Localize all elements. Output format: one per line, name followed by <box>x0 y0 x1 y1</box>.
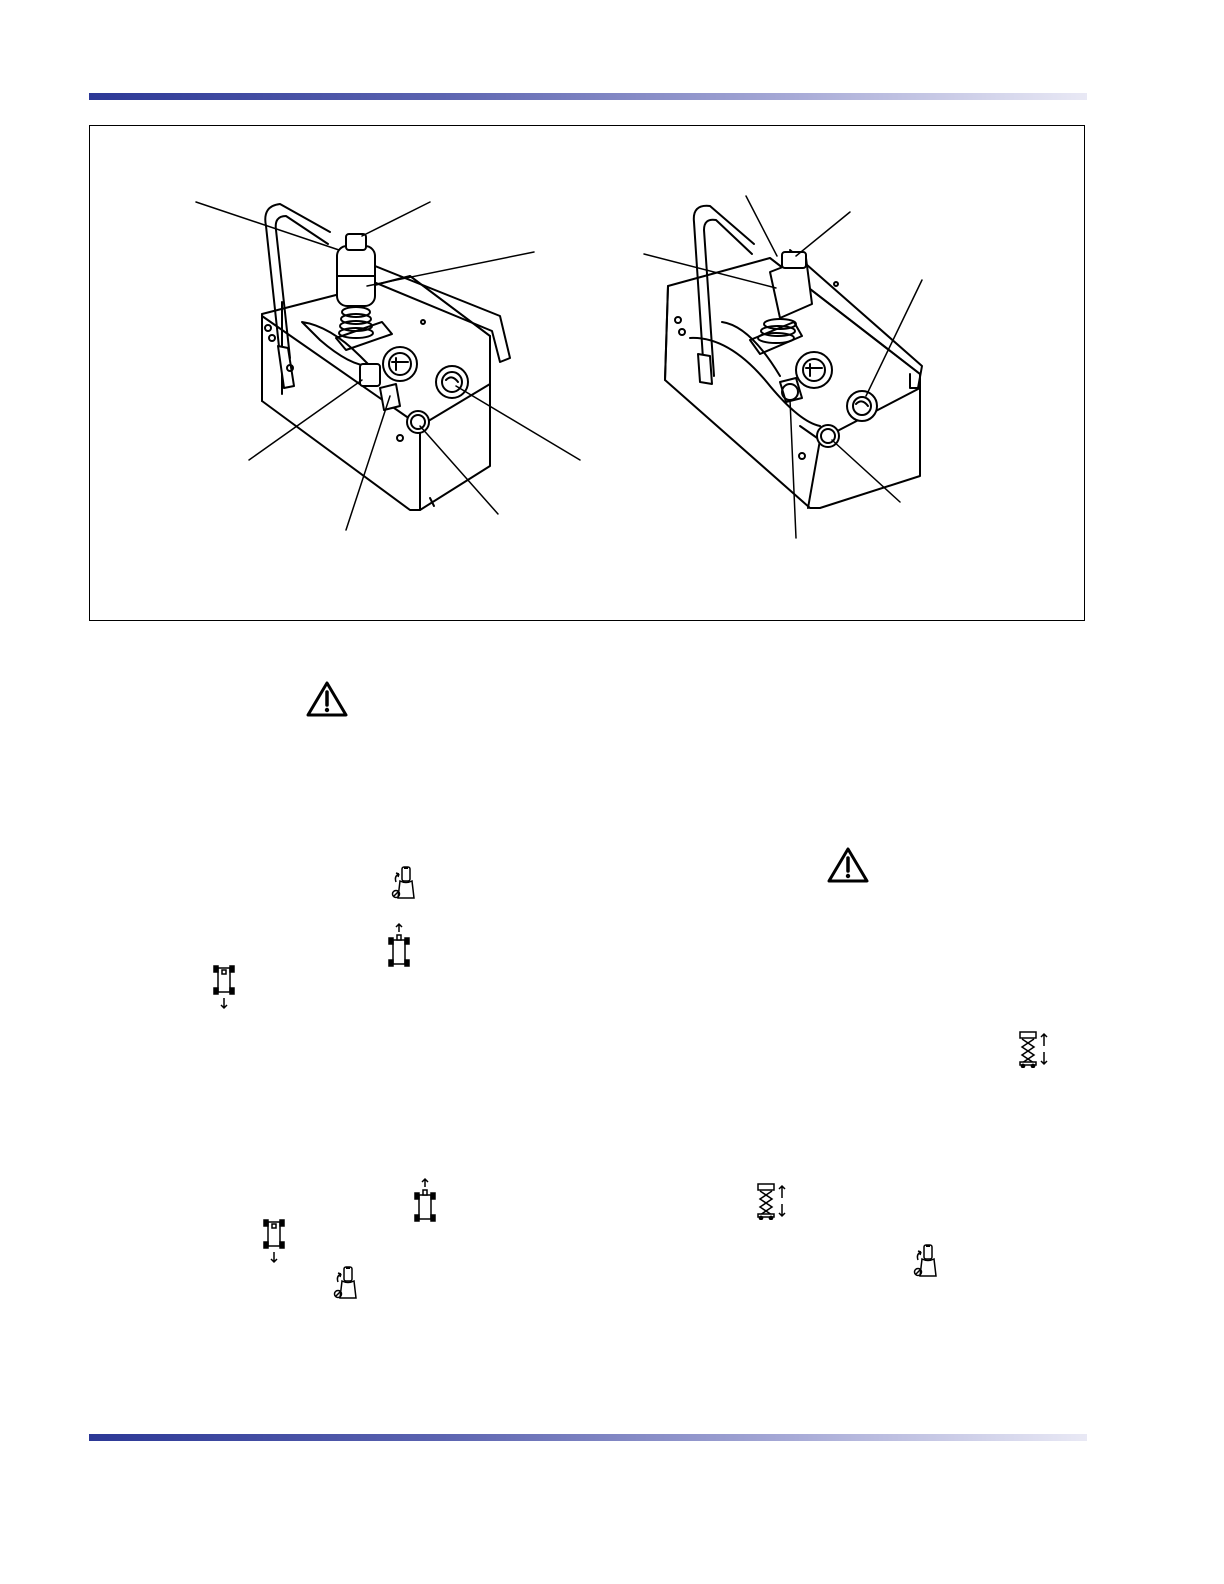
drive-reverse-icon <box>262 1218 286 1264</box>
footer-rule <box>89 1434 1087 1441</box>
drive-reverse-icon <box>212 964 236 1010</box>
drive-forward-icon <box>413 1177 437 1223</box>
control-box-right-view <box>665 206 922 508</box>
header-rule <box>89 93 1087 100</box>
warning-triangle-icon <box>826 846 870 884</box>
lift-up-down-icon <box>756 1182 788 1220</box>
control-box-left-view <box>262 204 510 510</box>
lift-up-down-icon <box>1018 1030 1050 1068</box>
drive-forward-icon <box>387 922 411 968</box>
warning-triangle-icon <box>305 680 349 718</box>
control-box-figure <box>89 125 1085 621</box>
joystick-interlock-icon <box>912 1242 940 1280</box>
joystick-interlock-icon <box>332 1264 360 1302</box>
joystick-interlock-icon <box>390 864 418 902</box>
